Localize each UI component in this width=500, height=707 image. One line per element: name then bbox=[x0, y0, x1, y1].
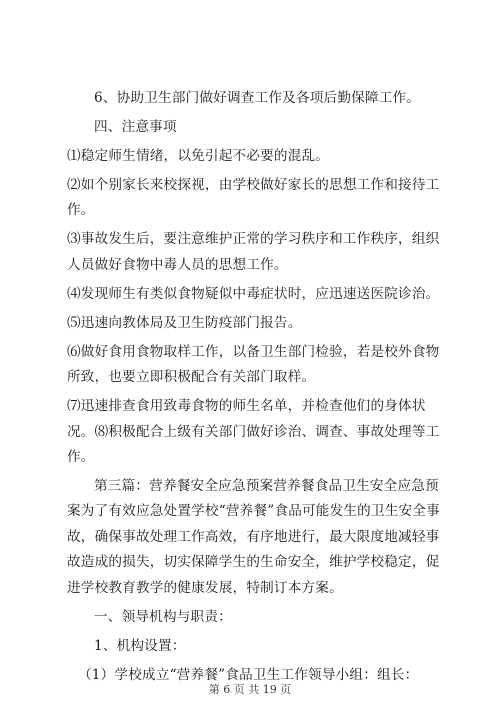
section-heading-notes: 四、注意事项 bbox=[94, 119, 177, 135]
section-heading-leadership: 一、领导机构与职责： bbox=[94, 608, 232, 625]
note-item-5: ⑸迅速向教体局及卫生防疫部门报告。 bbox=[67, 314, 302, 331]
paragraph-item-6: 6、协助卫生部门做好调查工作及各项后勤保障工作。 bbox=[94, 90, 421, 106]
note-item-4: ⑷发现师生有类似食物疑似中毒症状时，应迅速送医院诊治。 bbox=[67, 285, 440, 302]
document-body bbox=[67, 86, 443, 692]
note-item-2: ⑵如个别家长来校探视，由学校做好家长的思想工作和接待工作。 bbox=[67, 177, 440, 219]
note-item-1: ⑴稳定师生情绪，以免引起不必要的混乱。 bbox=[67, 148, 330, 164]
subsection-heading-structure: 1、机构设置： bbox=[94, 637, 186, 654]
structure-item-1: （1）学校成立“营养餐”食品卫生工作领导小组：组长： bbox=[78, 666, 419, 683]
note-item-6: ⑹做好食用食物取样工作，以备卫生部门检验，若是校外食物所致，也要立即积极配合有关部门取样。 bbox=[67, 343, 440, 386]
page-number-label: 第 6 页 共 19 页 bbox=[208, 683, 292, 696]
page-footer bbox=[0, 681, 500, 697]
note-item-7-8: ⑺迅速排查食用致毒食物的师生名单，并检查他们的身体状况。⑻积极配合上级有关部门做好诊治、调查、事故处理等工作。 bbox=[67, 398, 440, 466]
article-three-intro: 第三篇：营养餐安全应急预案营养餐食品卫生安全应急预案为了有效应急处置学校“营养餐”食品可能发生的卫生安全事故，确保事故处理工作高效，有序地进行，最大限度地减轻事故造成的损失，切实保障学生的生命安全，维护学校稳定，促进学校教育教学的健康发展，特制订本方案。 bbox=[67, 478, 440, 596]
note-item-3: ⑶事故发生后，要注意维护正常的学习秩序和工作秩序，组织人员做好食物中毒人员的思想工作。 bbox=[67, 231, 440, 273]
